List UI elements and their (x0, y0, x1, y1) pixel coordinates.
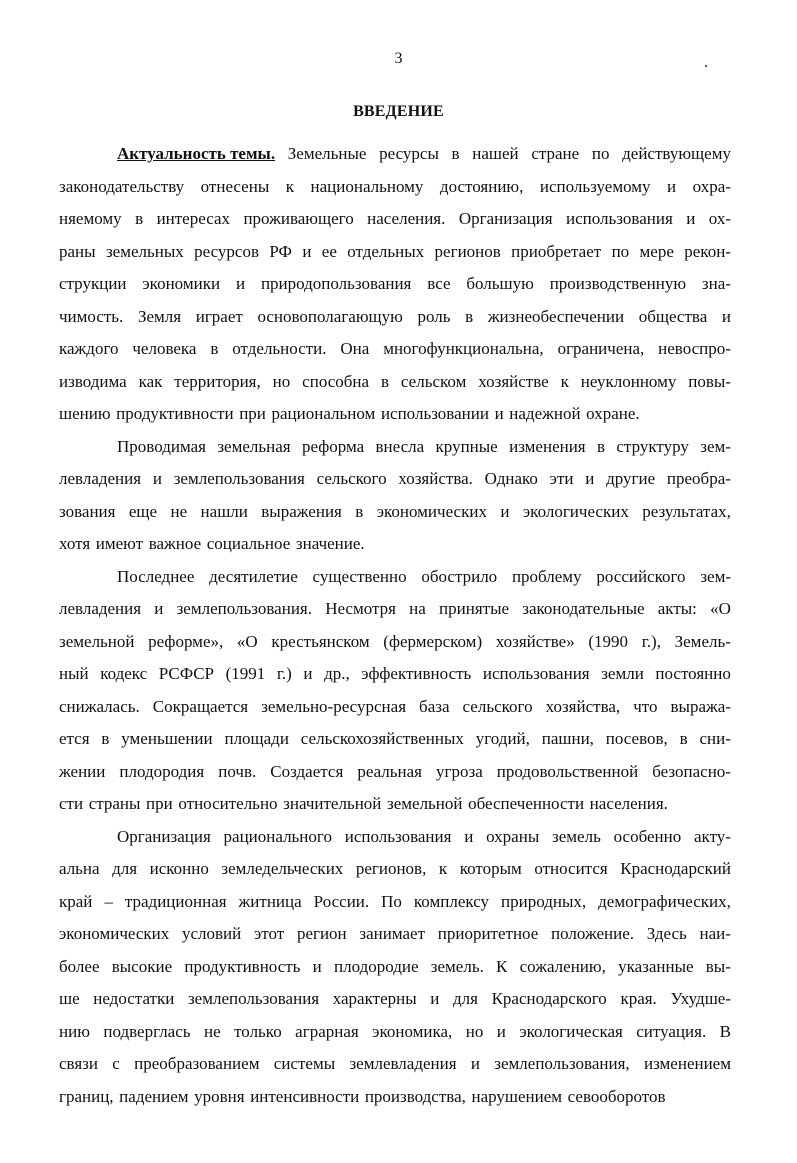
text-line: альна для исконно земледельческих регионов, к которым относится Краснодарский (59, 859, 731, 878)
paragraph (59, 821, 731, 1114)
page-number: 3 (394, 50, 403, 67)
text-line: струкции экономики и природопользования все большую производственную зна- (59, 274, 731, 293)
corner-mark: . (704, 54, 708, 71)
text-line: Актуальность темы. Земельные ресурсы в нашей стране по действующему (59, 138, 731, 171)
paragraph (59, 561, 731, 821)
text-line: Организация рационального использования и охраны земель особенно акту- (117, 826, 731, 846)
text-line: чимость. Земля играет основополагающую роль в жизнеобеспечении общества и (59, 306, 731, 326)
text-line: нию подверглась не только аграрная экономика, но и экологическая ситуация. В (59, 1021, 731, 1041)
text-line: сти страны при относительно значительной земельной обеспеченности населения. (59, 794, 668, 813)
text-line: левладения и землепользования сельского хозяйства. Однако эти и другие преобра- (59, 469, 731, 488)
text-column (59, 138, 731, 1113)
text-line: край – традиционная житница России. По комплексу природных, демографических, (59, 891, 731, 911)
text-line: раны земельных ресурсов РФ и ее отдельных регионов приобретает по мере рекон- (59, 241, 731, 261)
text-line: более высокие продуктивность и плодородие земель. К сожалению, указанные вы- (59, 956, 731, 976)
text-line: законодательству отнесены к национальному достоянию, используемому и охра- (59, 176, 731, 196)
text-line: хотя имеют важное социальное значение. (59, 534, 365, 553)
text-line: шению продуктивности при рациональном использовании и надежной охране. (59, 404, 640, 423)
text-line: Последнее десятилетие существенно обострило проблему российского зем- (117, 566, 731, 586)
text-line: зования еще не нашли выражения в экономических и экологических результатах, (59, 501, 731, 521)
text-line: земельной реформе», «О крестьянском (фермерском) хозяйстве» (1990 г.), Земель- (59, 631, 731, 651)
text-line: левладения и землепользования. Несмотря на принятые законодательные акты: «О (59, 599, 731, 618)
text-line: няемому в интересах проживающего населения. Организация использования и ох- (59, 209, 731, 228)
section-heading: ВВЕДЕНИЕ (353, 103, 444, 120)
lead-phrase: Актуальность темы. (117, 144, 276, 163)
text-line: экономических условий этот регион занимает приоритетное положение. Здесь наи- (59, 924, 731, 943)
text-line: границ, падением уровня интенсивности производства, нарушением севооборотов (59, 1086, 666, 1106)
text-line: изводима как территория, но способна в сельском хозяйстве к неуклонному повы- (59, 371, 731, 391)
paragraph (59, 431, 731, 561)
text-line: каждого человека в отдельности. Она многофункциональна, ограничена, невоспро- (59, 339, 731, 358)
text-line: снижалась. Сокращается земельно-ресурсная база сельского хозяйства, что выража- (59, 696, 731, 716)
text-line: ше недостатки землепользования характерны и для Краснодарского края. Ухудше- (59, 989, 731, 1008)
text-line: связи с преобразованием системы землевладения и землепользования, изменением (59, 1054, 731, 1073)
paragraph (59, 138, 731, 431)
text-line: ется в уменьшении площади сельскохозяйственных угодий, пашни, посевов, в сни- (59, 729, 731, 748)
text-line: ный кодекс РСФСР (1991 г.) и др., эффективность использования земли постоянно (59, 664, 731, 683)
text-line: жении плодородия почв. Создается реальная угроза продовольственной безопасно- (59, 761, 731, 781)
text-line: Проводимая земельная реформа внесла крупные изменения в структуру зем- (117, 436, 731, 456)
